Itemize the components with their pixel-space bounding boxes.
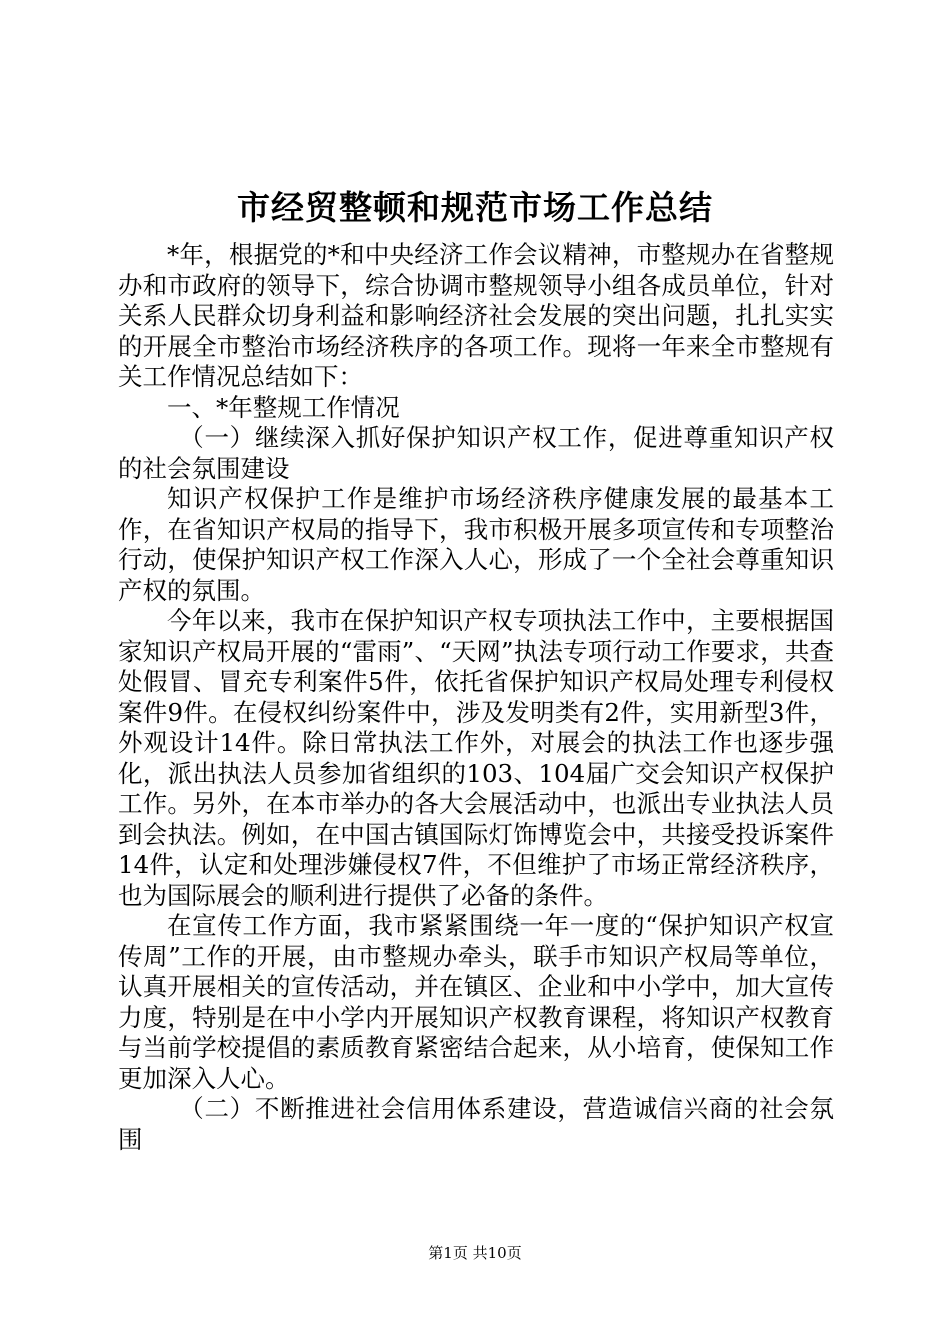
- document-body: [118, 240, 834, 1155]
- paragraph-ip-publicity: 在宣传工作方面，我市紧紧围绕一年一度的“保护知识产权宣传周”工作的开展，由市整规办牵头，联手市知识产权局等单位，认真开展相关的宣传活动，并在镇区、企业和中小学中，加大宣传力度，特别是在中小学内开展知识产权教育课程，将知识产权教育与当前学校提倡的素质教育紧密结合起来，从小培育，使保知工作更加深入人心。: [118, 911, 834, 1093]
- paragraph-ip-overview: 知识产权保护工作是维护市场经济秩序健康发展的最基本工作，在省知识产权局的指导下，我市积极开展多项宣传和专项整治行动，使保护知识产权工作深入人心，形成了一个全社会尊重知识产权的氛围。: [118, 484, 834, 605]
- section-heading-1: 一、*年整规工作情况: [167, 392, 400, 422]
- subsection-heading-1: （一）继续深入抓好保护知识产权工作，促进尊重知识产权的社会氛围建设: [118, 423, 834, 483]
- paragraph-intro: *年，根据党的*和中央经济工作会议精神，市整规办在省整规办和市政府的领导下，综合协调市整规领导小组各成员单位，针对关系人民群众切身利益和影响经济社会发展的突出问题，扎扎实实的开展全市整治市场经济秩序的各项工作。现将一年来全市整规有关工作情况总结如下：: [118, 240, 834, 391]
- page-footer: 第1页 共10页: [428, 1244, 522, 1262]
- document-title: 市经贸整顿和规范市场工作总结: [237, 188, 713, 227]
- subsection-heading-2: （二）不断推进社会信用体系建设，营造诚信兴商的社会氛围: [118, 1094, 834, 1154]
- paragraph-ip-enforcement: 今年以来，我市在保护知识产权专项执法工作中，主要根据国家知识产权局开展的“雷雨”、“天网”执法专项行动工作要求，共查处假冒、冒充专利案件5件，依托省保护知识产权局处理专利侵权案件9件。在侵权纠纷案件中，涉及发明类有2件，实用新型3件，外观设计14件。除日常执法工作外，对展会的执法工作也逐步强化，派出执法人员参加省组织的103、104届广交会知识产权保护工作。另外，在本市举办的各大会展活动中，也派出专业执法人员到会执法。例如，在中国古镇国际灯饰博览会中，共接受投诉案件14件，认定和处理涉嫌侵权7件，不但维护了市场正常经济秩序，也为国际展会的顺利进行提供了必备的条件。: [118, 606, 834, 910]
